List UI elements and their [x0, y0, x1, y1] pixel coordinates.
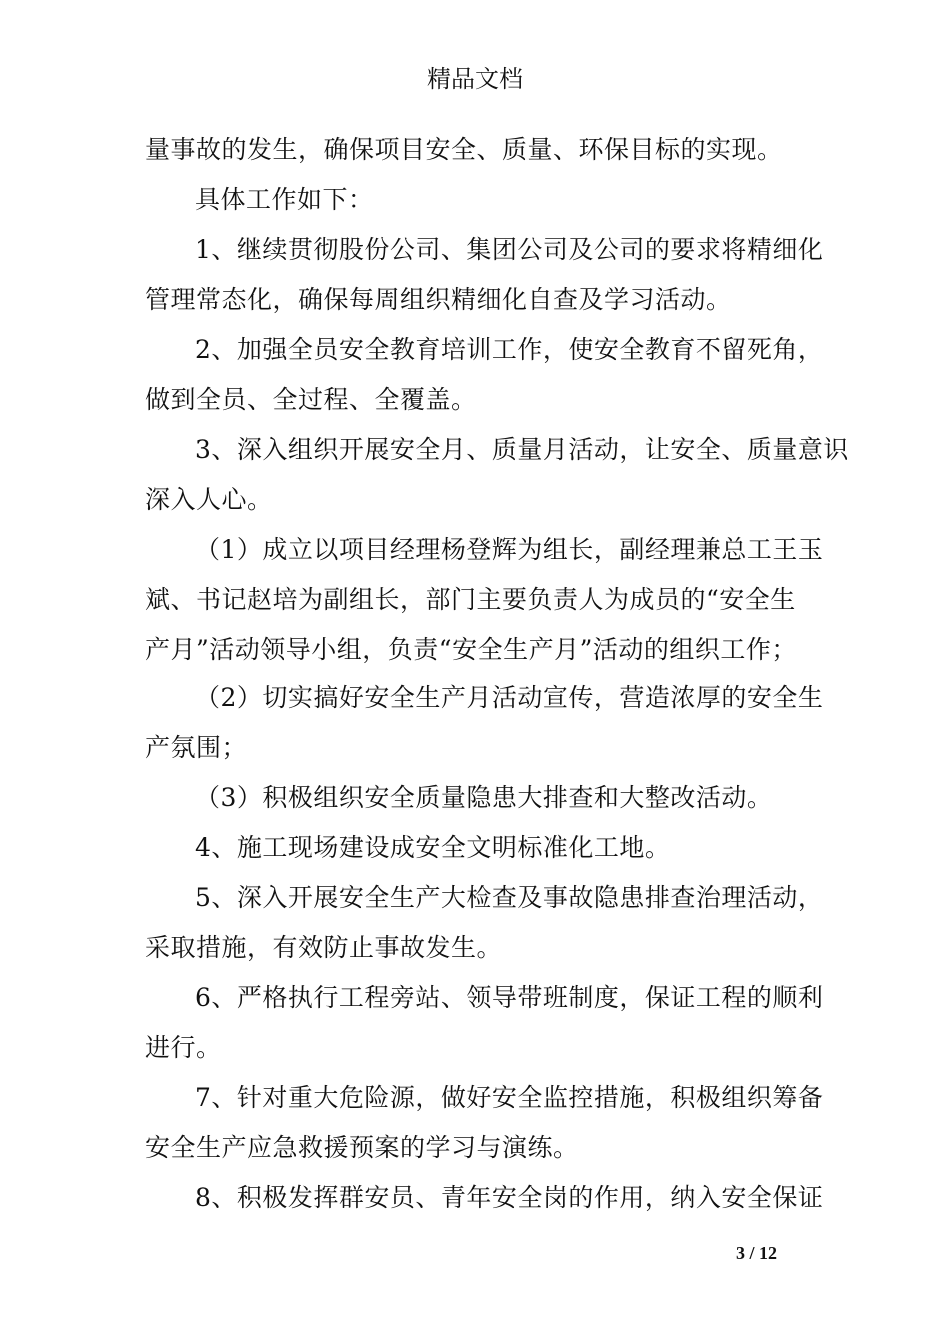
page-header: 精品文档 — [427, 65, 523, 93]
text-line: 安全生产应急救援预案的学习与演练。 — [145, 1133, 579, 1162]
text-line: （2）切实搞好安全生产月活动宣传，营造浓厚的安全生 — [195, 683, 824, 712]
text-line: 深入人心。 — [145, 485, 273, 514]
text-line: 具体工作如下： — [195, 185, 374, 214]
text-line: 3、深入组织开展安全月、质量月活动，让安全、质量意识 — [195, 435, 849, 464]
text-line: 采取措施，有效防止事故发生。 — [145, 933, 503, 962]
text-line: 做到全员、全过程、全覆盖。 — [145, 385, 477, 414]
text-line: 4、施工现场建设成安全文明标准化工地。 — [195, 833, 671, 862]
text-line: （3）积极组织安全质量隐患大排查和大整改活动。 — [195, 783, 773, 812]
text-line: 量事故的发生，确保项目安全、质量、环保目标的实现。 — [145, 135, 783, 164]
text-line: 5、深入开展安全生产大检查及事故隐患排查治理活动， — [195, 883, 824, 912]
text-line: 6、严格执行工程旁站、领导带班制度，保证工程的顺利 — [195, 983, 824, 1012]
text-line: 进行。 — [145, 1033, 222, 1062]
text-line: 产月”活动领导小组，负责“安全生产月”活动的组织工作； — [145, 635, 797, 664]
text-line: 管理常态化，确保每周组织精细化自查及学习活动。 — [145, 285, 732, 314]
text-line: 1、继续贯彻股份公司、集团公司及公司的要求将精细化 — [195, 235, 824, 264]
text-line: 8、积极发挥群安员、青年安全岗的作用，纳入安全保证 — [195, 1183, 824, 1212]
text-line: 产氛围； — [145, 733, 248, 762]
text-line: 斌、书记赵培为副组长，部门主要负责人为成员的“安全生 — [145, 585, 796, 614]
text-line: 7、针对重大危险源，做好安全监控措施，积极组织筹备 — [195, 1083, 824, 1112]
text-line: （1）成立以项目经理杨登辉为组长，副经理兼总工王玉 — [195, 535, 824, 564]
page-number: 3 / 12 — [736, 1243, 778, 1263]
text-line: 2、加强全员安全教育培训工作，使安全教育不留死角， — [195, 335, 824, 364]
